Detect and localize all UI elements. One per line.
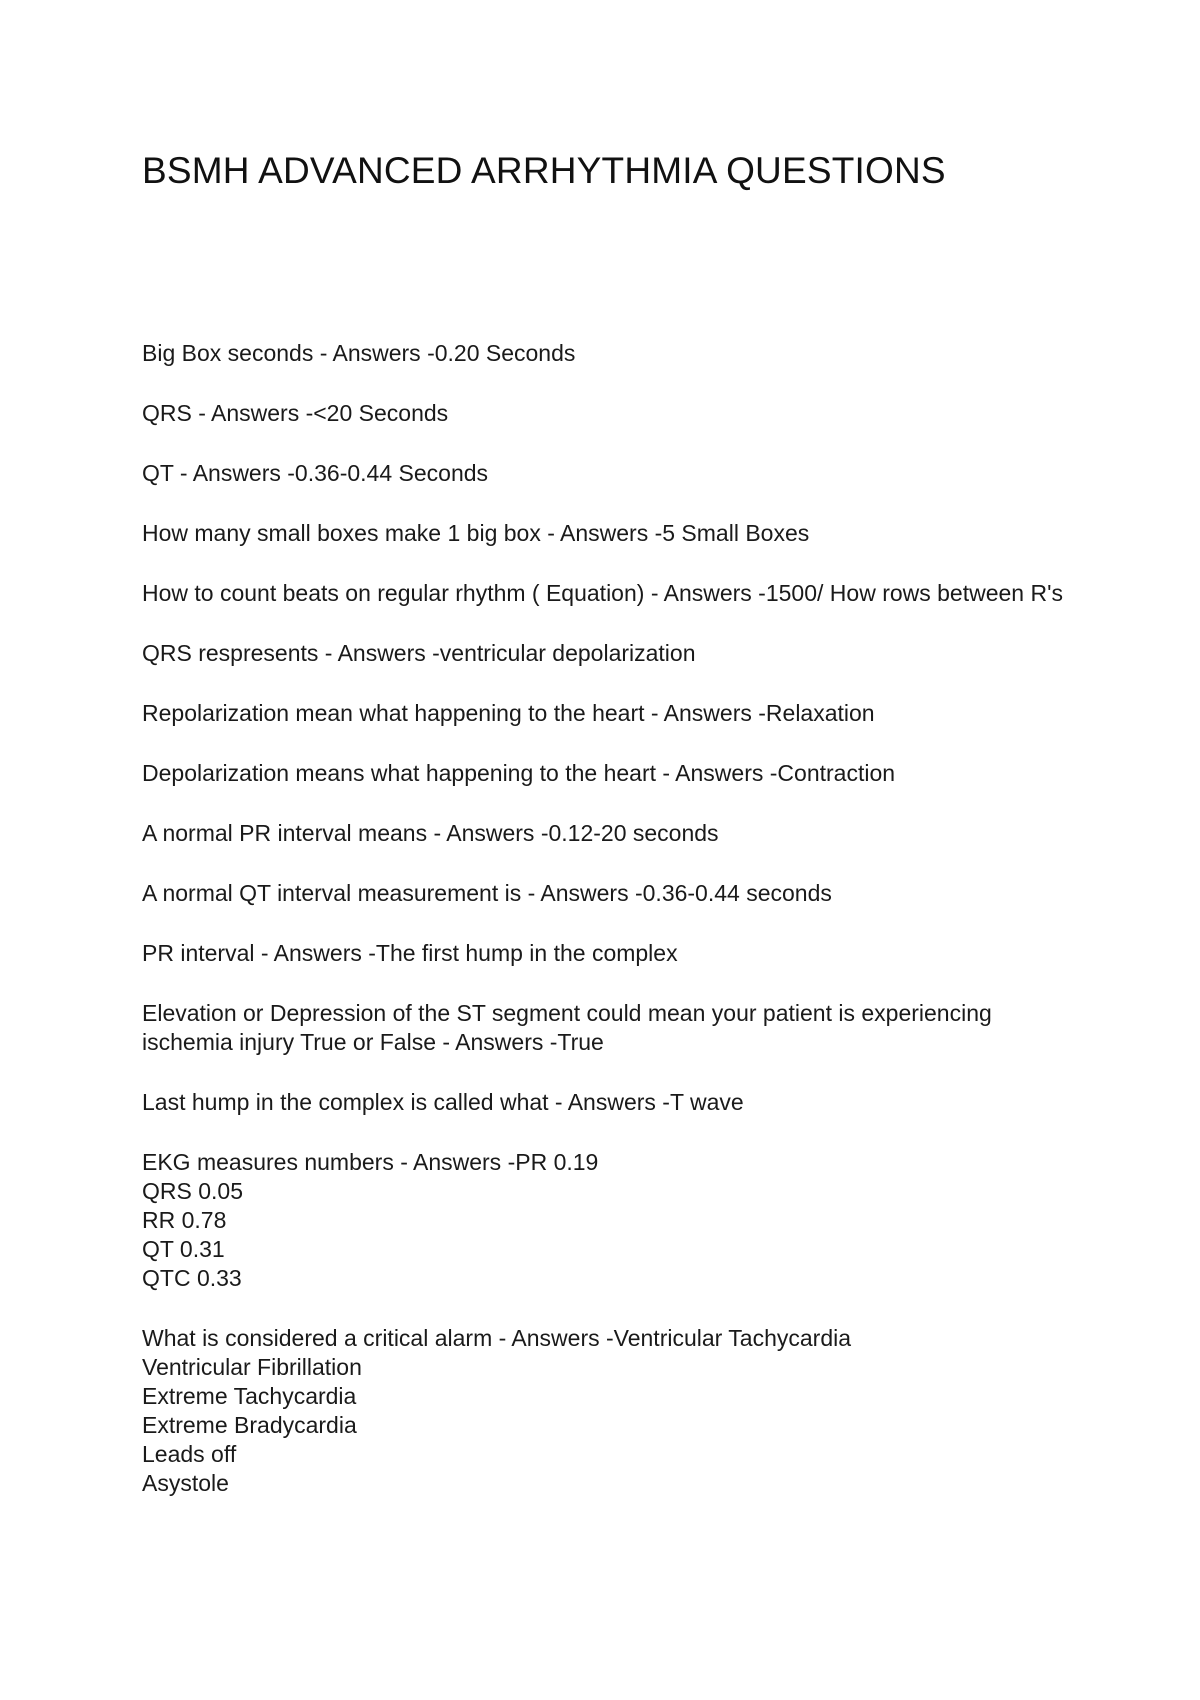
qa-item: Big Box seconds - Answers -0.20 Seconds [142, 340, 576, 366]
qa-item: QT - Answers -0.36-0.44 Seconds [142, 460, 489, 486]
qa-item: How many small boxes make 1 big box - Answers -5 Small Boxes [142, 520, 810, 546]
qa-item: How to count beats on regular rhythm ( Equation) - Answers -1500/ How rows between R's [142, 580, 1063, 606]
qa-item: EKG measures numbers - Answers -PR 0.19 QRS 0.05 RR 0.78 QT 0.31 QTC 0.33 [142, 1149, 599, 1291]
document-title: BSMH ADVANCED ARRHYTHMIA QUESTIONS [142, 150, 946, 191]
qa-item: A normal QT interval measurement is - Answers -0.36-0.44 seconds [142, 880, 832, 906]
qa-item: A normal PR interval means - Answers -0.12-20 seconds [142, 820, 719, 846]
qa-item: QRS respresents - Answers -ventricular depolarization [142, 640, 696, 666]
qa-item: What is considered a critical alarm - Answers -Ventricular Tachycardia Ventricular Fibrillation Extreme Tachycardia Extreme Bradycardia Leads off Asystole [142, 1325, 852, 1496]
qa-item: Depolarization means what happening to the heart - Answers -Contraction [142, 760, 896, 786]
qa-item: Last hump in the complex is called what - Answers -T wave [142, 1089, 744, 1115]
qa-item: QRS - Answers -<20 Seconds [142, 400, 449, 426]
qa-item: PR interval - Answers -The first hump in the complex [142, 940, 678, 966]
qa-list [142, 339, 1082, 1529]
qa-item: Repolarization mean what happening to the heart - Answers -Relaxation [142, 700, 875, 726]
qa-item: Elevation or Depression of the ST segment could mean your patient is experiencing ischemia injury True or False - Answers -True [142, 1000, 992, 1055]
